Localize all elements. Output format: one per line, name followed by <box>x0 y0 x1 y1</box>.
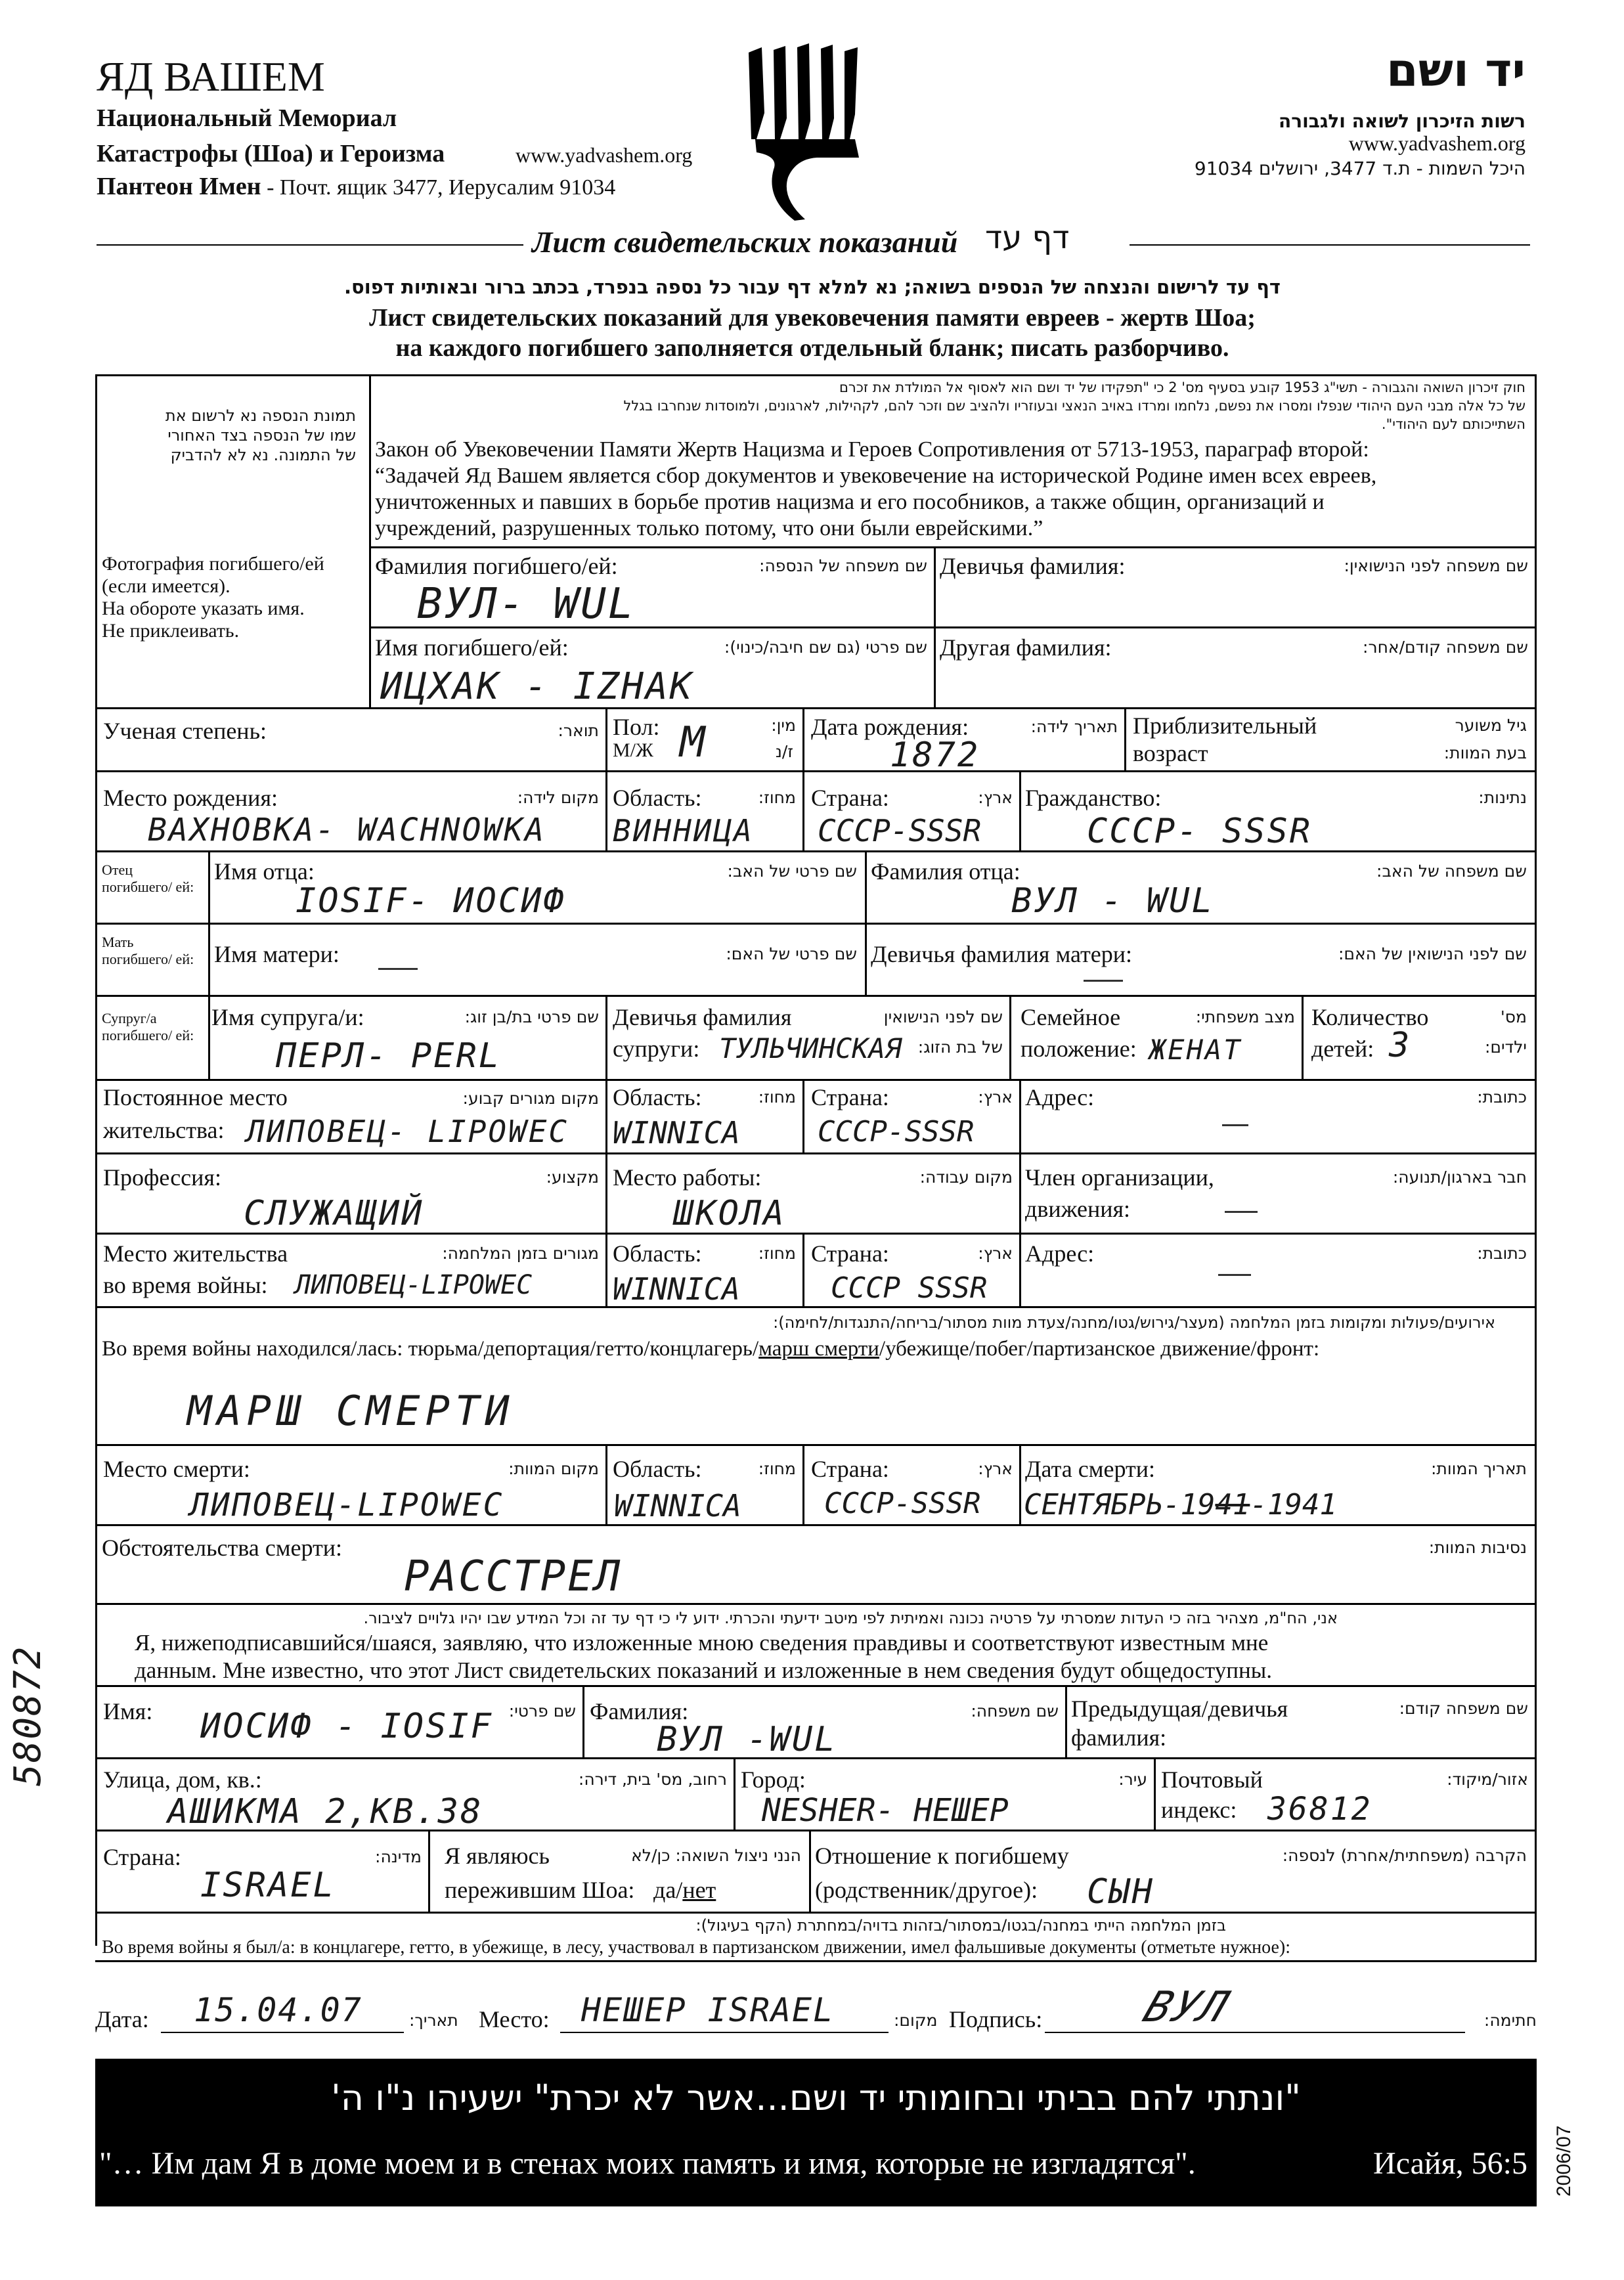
declaration-he: אני, הח"מ, מצהיר בזה כי העדות שמסרתי על פרטיה נכונה ואמיתית לפי מיטב ידיעתי והכרתי. ידוע לי כי דף עד זה וכל המידע שבו יהיו גלויים לציבור. <box>363 1609 1338 1627</box>
sex-value: M <box>680 718 707 767</box>
residence-region-label: Область: <box>613 1084 702 1110</box>
children-label-he-2: ילדים: <box>1484 1038 1527 1057</box>
submitter-prev-name-field[interactable] <box>1067 1687 1537 1759</box>
war-country-label: Страна: <box>811 1240 889 1267</box>
death-country-label-he: ארץ: <box>978 1459 1013 1478</box>
footer-band <box>95 2059 1537 2206</box>
residence-country-label-he: ארץ: <box>978 1087 1013 1107</box>
website-he: www.yadvashem.org <box>1348 131 1525 155</box>
war-region-value: WINNICA <box>613 1271 740 1307</box>
profession-label-he: מקצוע: <box>546 1168 599 1187</box>
war-region-field[interactable] <box>607 1235 804 1308</box>
birth-country-label: Страна: <box>811 785 889 811</box>
signature-line <box>95 1983 1537 2042</box>
mother-side-text: Мать погибшего/ ей: <box>102 934 194 967</box>
spouse-maiden-label-1: Девичья фамилия <box>613 1004 792 1030</box>
zip-value: 36812 <box>1267 1791 1372 1828</box>
residence-label-1: Постоянное место <box>103 1084 288 1110</box>
degree-label-he: תואר: <box>558 721 599 740</box>
spouse-maiden-label-he-2: של בת הזוג: <box>917 1038 1003 1057</box>
death-date-value <box>1024 1488 1337 1522</box>
spouse-maiden-field[interactable] <box>607 997 1011 1081</box>
surname-value: ВУЛ- WUL <box>417 580 636 628</box>
war-residence-field[interactable] <box>95 1235 607 1308</box>
submitter-name-label-he: שם פרטי: <box>508 1701 576 1721</box>
birthplace-label: Место рождения: <box>103 785 278 811</box>
member-org-label-1: Член организации, <box>1025 1164 1214 1191</box>
approx-age-label-2: возраст <box>1133 740 1208 766</box>
degree-label: Ученая степень: <box>103 718 267 744</box>
residence-country-field[interactable] <box>804 1081 1021 1154</box>
spouse-name-value: ПЕРЛ- PERL <box>276 1036 502 1076</box>
street-label-he: רחוב, מס' בית, דירה: <box>578 1770 727 1789</box>
instructions-ru-1: Лист свидетельских показаний для увековечения памяти евреев - жертв Шоа; <box>369 304 1256 332</box>
during-war-box[interactable] <box>95 1914 1537 1962</box>
degree-field[interactable] <box>95 709 607 772</box>
mother-maiden-label: Девичья фамилия матери: <box>871 941 1133 967</box>
member-org-dash <box>1225 1211 1258 1213</box>
spouse-maiden-label-2: супруги: <box>613 1036 700 1062</box>
death-date-c: -1941 <box>1250 1488 1337 1522</box>
first-name-label: Имя погибшего/ей: <box>375 634 569 661</box>
place-value: НЕШЕР ISRAEL <box>581 1991 835 2029</box>
family-status-label-he: מצב משפחתי: <box>1195 1007 1295 1026</box>
residence-region-value: WINNICA <box>613 1115 740 1151</box>
approx-age-field[interactable] <box>1126 709 1537 772</box>
sex-label-he: מין: <box>771 716 796 735</box>
workplace-field[interactable] <box>607 1154 1021 1235</box>
surname-label-he: שם משפחה של הנספה: <box>759 556 927 575</box>
residence-country-label: Страна: <box>811 1084 889 1110</box>
other-name-label: Другая фамилия: <box>940 634 1112 661</box>
father-name-label: Имя отца: <box>214 858 315 885</box>
submitter-surname-label: Фамилия: <box>590 1698 689 1724</box>
first-name-field[interactable] <box>371 628 936 709</box>
relation-value: СЫН <box>1087 1872 1154 1912</box>
spouse-maiden-value: ТУЛЬЧИНСКАЯ <box>719 1032 902 1064</box>
zip-label-he: אזור/מיקוד: <box>1447 1770 1528 1789</box>
war-address-label: Адрес: <box>1025 1240 1095 1267</box>
death-region-label: Область: <box>613 1456 702 1482</box>
family-status-field[interactable] <box>1011 997 1304 1081</box>
org-line1-he: רשות הזיכרון לשואה ולגבורה <box>1279 110 1525 132</box>
death-region-value: WINNICA <box>614 1488 741 1524</box>
instructions-ru-2: на каждого погибшего заполняется отдельный бланк; писать разборчиво. <box>395 334 1229 362</box>
date-underline <box>161 2032 404 2033</box>
org-line1-ru: Национальный Мемориал <box>97 104 397 132</box>
city-field[interactable] <box>735 1759 1156 1831</box>
city-label-he: עיר: <box>1118 1770 1147 1789</box>
residence-address-label: Адрес: <box>1025 1084 1095 1110</box>
maiden-name-label-he: שם משפחה לפני הנישואין: <box>1344 556 1528 575</box>
edition-number: 2006/07 <box>1553 2125 1575 2197</box>
place-label: Место: <box>479 2006 550 2032</box>
zip-label-2: индекс: <box>1161 1797 1237 1823</box>
declaration-ru-1: Я, нижеподписавшийся/шаяся, заявляю, что изложенные мною сведения правдивы и соответствуют известным мне <box>135 1630 1269 1655</box>
city-value: NESHER- НЕШЕР <box>762 1792 1009 1829</box>
street-field[interactable] <box>95 1759 735 1831</box>
spouse-name-label: Имя супруга/и: <box>211 1004 364 1030</box>
death-circumstances-label-he: נסיבות המוות: <box>1428 1538 1527 1557</box>
citizenship-label: Гражданство: <box>1025 785 1162 811</box>
war-region-label-he: מחוז: <box>758 1244 796 1263</box>
form-title-ru: Лист свидетельских показаний <box>532 225 958 259</box>
survivor-option-yes[interactable]: да <box>653 1877 676 1903</box>
side-case-number: 580872 <box>7 1645 49 1786</box>
submitter-surname-value: ВУЛ -WUL <box>657 1720 837 1759</box>
death-date-label-he: תאריך המוות: <box>1430 1459 1527 1478</box>
mother-side-label <box>95 925 210 997</box>
war-events-label-a: Во время войны находился/лась: тюрьма/депортация/гетто/концлагерь/ <box>102 1337 759 1361</box>
during-war-he: בזמן המלחמה הייתי במחנה/בגטו/במסתור/בזהות בדויה/במחתרת (הקף בעיגול): <box>695 1916 1226 1935</box>
war-country-field[interactable] <box>804 1235 1021 1308</box>
birthplace-field[interactable] <box>95 772 607 852</box>
maiden-name-label: Девичья фамилия: <box>940 553 1126 579</box>
residence-value: ЛИПОВЕЦ- LIPOWEC <box>246 1114 569 1149</box>
war-residence-value: ЛИПОВЕЦ-LIPOWEC <box>295 1270 533 1300</box>
approx-age-label-1: Приблизительный <box>1133 712 1317 739</box>
birth-date-label: Дата рождения: <box>811 714 969 740</box>
relation-label-1: Отношение к погибшему <box>815 1843 1069 1869</box>
death-place-value: ЛИПОВЕЦ-LIPOWEC <box>190 1487 504 1524</box>
law-box <box>371 374 1537 548</box>
approx-age-label-he-1: גיל משוער <box>1455 716 1527 735</box>
children-field[interactable] <box>1304 997 1537 1081</box>
approx-age-label-he-2: בעת המוות: <box>1443 743 1527 762</box>
submitter-country-field[interactable] <box>95 1831 430 1914</box>
birth-date-label-he: תאריך לידה: <box>1030 717 1118 736</box>
first-name-label-he: שם פרטי (גם שם חיבה/כינוי): <box>724 638 927 657</box>
war-events-label <box>102 1337 1319 1361</box>
survivor-option-sep: / <box>676 1877 683 1903</box>
org-line2-ru: Катастрофы (Шоа) и Героизма <box>97 140 445 167</box>
submitter-country-value: ISRAEL <box>200 1866 336 1905</box>
photo-label-1: Фотография погибшего/ей <box>102 553 324 575</box>
death-region-field[interactable] <box>607 1446 804 1526</box>
citizenship-label-he: נתינות: <box>1478 788 1527 807</box>
mother-name-dash <box>378 968 418 970</box>
website-ru: www.yadvashem.org <box>516 143 693 167</box>
war-region-label: Область: <box>613 1240 702 1267</box>
family-status-label-2: положение: <box>1020 1036 1137 1062</box>
death-region-label-he: מחוז: <box>758 1459 796 1478</box>
first-name-value: ИЦХАК - IZHAK <box>380 665 694 708</box>
father-surname-label-he: שם משפחה של האב: <box>1376 862 1527 881</box>
mother-maiden-label-he: שם לפני הנישואין של האם: <box>1338 944 1527 963</box>
war-events-label-he: אירועים/פעולות ומקומות בזמן המלחמה (מעצר/גירוש/גטו/מחנה/צעדת מוות מסתור/בריחה/התנגדות/לחימה): <box>773 1313 1495 1332</box>
death-country-value: СССР-SSSR <box>824 1487 981 1520</box>
footer-quote-he: "ונתתי להם בביתי ובחומותי יד ושם...אשר לא יכרת" ישעיהו נ"ו ה' <box>330 2077 1302 2118</box>
maiden-name-field[interactable] <box>936 548 1537 628</box>
sign-underline <box>1045 2032 1465 2033</box>
sex-options-he: ז/נ <box>775 742 793 761</box>
death-circumstances-value: РАССТРЕЛ <box>404 1552 623 1601</box>
submitter-country-label-he: מדינה: <box>375 1847 422 1866</box>
birth-date-field[interactable] <box>804 709 1126 775</box>
spouse-name-field[interactable] <box>210 997 607 1081</box>
yad-vashem-logo <box>742 41 867 225</box>
survivor-label-1: Я являюсь <box>445 1843 550 1869</box>
residence-country-value: СССР-SSSR <box>818 1115 975 1149</box>
photo-label-3: На обороте указать имя. <box>102 598 305 619</box>
submitter-surname-field[interactable] <box>584 1687 1067 1759</box>
photo-box <box>95 374 371 709</box>
workplace-label-he: מקום עבודה: <box>919 1168 1013 1187</box>
citizenship-value: СССР- SSSR <box>1087 812 1313 851</box>
war-events-value: МАРШ СМЕРТИ <box>187 1387 515 1435</box>
member-org-label-he: חבר בארגון/תנועה: <box>1392 1168 1527 1187</box>
spouse-side-text: Супруг/а погибшего/ ей: <box>102 1010 194 1043</box>
war-residence-label-he: מגורים בזמן המלחמה: <box>442 1244 599 1263</box>
residence-field[interactable] <box>95 1081 607 1154</box>
mother-name-label-he: שם פרטי של האם: <box>726 944 857 963</box>
title-rule-left <box>97 244 523 246</box>
place-label-he: מקום: <box>894 2011 938 2030</box>
death-date-struck: 41 <box>1215 1488 1250 1522</box>
relation-label-he: הקרבה (משפחתית/אחרת) לנספה: <box>1282 1846 1527 1865</box>
birth-year-value: 1872 <box>890 735 980 775</box>
law-ru-3: уничтоженных и павших в борьбе против нацизма и его пособников, а также общин, организаций и <box>375 490 1325 514</box>
city-label: Город: <box>741 1766 806 1793</box>
photo-label-2: (если имеется). <box>102 575 230 597</box>
declaration-box <box>95 1605 1537 1687</box>
workplace-value: ШКОЛА <box>673 1194 786 1233</box>
death-circumstances-label: Обстоятельства смерти: <box>102 1535 342 1561</box>
instructions-he: דף עד לרישום והנצחה של הנספים בשואה; נא למלא דף עבור כל נספה בנפרד, בכתב ברור ובאותיות דפוס. <box>344 276 1281 298</box>
death-date-label: Дата смерти: <box>1025 1456 1156 1482</box>
survivor-options <box>653 1876 716 1904</box>
residence-address-label-he: כתובת: <box>1477 1087 1527 1107</box>
birth-region-label-he: מחוז: <box>758 788 796 807</box>
header <box>0 0 1624 368</box>
relation-label-2: (родственник/другое): <box>815 1877 1038 1903</box>
photo-label-4: Не приклеивать. <box>102 620 240 642</box>
survivor-label-he: הנני ניצול השואה: כן/לא <box>631 1846 801 1865</box>
war-country-value: СССР SSSR <box>831 1271 988 1305</box>
survivor-label-2: пережившим Шоа: <box>445 1877 635 1903</box>
org-line3-ru <box>97 172 615 201</box>
spouse-side-label <box>95 997 210 1081</box>
profession-value: СЛУЖАЩИЙ <box>244 1194 424 1233</box>
residence-region-label-he: מחוז: <box>758 1087 796 1107</box>
father-surname-value: ВУЛ - WUL <box>1011 881 1214 921</box>
citizenship-field[interactable] <box>1021 772 1537 852</box>
father-name-field[interactable] <box>210 852 867 925</box>
sign-label-he: חתימה: <box>1483 2011 1537 2030</box>
member-org-field[interactable] <box>1021 1154 1537 1235</box>
war-events-selected: марш смерти <box>758 1337 879 1361</box>
street-value: АШИКМА 2,КВ.38 <box>167 1792 483 1831</box>
birthplace-value: ВАХНОВКА- WACHNOWKA <box>148 812 546 848</box>
date-value: 15.04.07 <box>194 1991 362 2029</box>
place-underline <box>560 2032 889 2033</box>
date-label: Дата: <box>95 2006 149 2032</box>
survivor-option-no-selected[interactable]: нет <box>682 1877 716 1903</box>
org-title-ru: ЯД ВАШЕМ <box>97 53 325 100</box>
birth-country-value: СССР-SSSR <box>818 813 982 848</box>
during-war-ru: Во время войны я был/а: в концлагере, гетто, в убежище, в лесу, участвовал в партизанском движении, имел фальшивые документы (отметьте нужное): <box>102 1937 1291 1958</box>
law-he-2: של כל אלה מבני העם היהודי שנפלו ומסרו את נפשם, נלחמו ומרדו באויב הנאצי ובעוזריו ולהציב שם וזכר להם, לקהילות, לארגונים, ולמוסדות שנחרבו בגלל <box>623 398 1525 414</box>
mother-name-label: Имя матери: <box>214 941 340 967</box>
war-address-field[interactable] <box>1021 1235 1537 1308</box>
photo-instruction-he: תמונת הנספה נא לרשום את שמו של הנספה בצד האחורי של התמונה. נא לא להדביק <box>165 406 356 464</box>
children-label-1: Количество <box>1311 1004 1429 1030</box>
sex-label: Пол: <box>613 714 660 740</box>
date-label-he: תאריך: <box>409 2011 458 2030</box>
declaration-ru-2: данным. Мне известно, что этот Лист свидетельских показаний и изложенные в нем сведения будут общедоступны. <box>135 1657 1272 1683</box>
children-label-he-1: מס' <box>1500 1007 1527 1026</box>
submitter-country-label: Страна: <box>103 1844 181 1870</box>
org-title-he: יד ושם <box>1386 43 1525 97</box>
submitter-surname-label-he: שם משפחה: <box>971 1701 1059 1721</box>
law-ru-2: “Задачей Яд Вашем является сбор документов и увековечение на исторической Родине имен всех евреев, <box>375 464 1377 488</box>
signature-value: ВУЛ <box>1137 1983 1237 2032</box>
death-country-label: Страна: <box>811 1456 889 1482</box>
death-date-a: СЕНТЯБРЬ-19 <box>1024 1488 1216 1522</box>
footer-quote-ru: "… Им дам Я в доме моем и в стенах моих память и имя, которые не изгладятся". <box>99 2146 1196 2181</box>
sign-label: Подпись: <box>949 2006 1043 2032</box>
war-events-field[interactable] <box>95 1308 1537 1446</box>
pobox-ru: - Почт. ящик 3477, Иерусалим 91034 <box>261 175 616 200</box>
other-name-field[interactable] <box>936 628 1537 709</box>
submitter-name-field[interactable] <box>95 1687 584 1759</box>
war-events-label-c: /убежище/побег/партизанское движение/фронт: <box>879 1337 1320 1361</box>
death-date-field[interactable] <box>1021 1446 1537 1526</box>
relation-field[interactable] <box>811 1831 1537 1914</box>
other-name-label-he: שם משפחה קודם/אחר: <box>1363 638 1528 657</box>
spouse-maiden-label-he-1: שם לפני הנישואין <box>883 1007 1003 1026</box>
war-address-label-he: כתובת: <box>1477 1244 1527 1263</box>
father-side-text: Отец погибшего/ ей: <box>102 862 194 895</box>
submitter-prev-name-label-he: שם משפחה קודם: <box>1399 1699 1528 1718</box>
street-label: Улица, дом, кв.: <box>103 1766 262 1793</box>
footer-quote-ref: Исайя, 56:5 <box>1373 2146 1527 2181</box>
sex-field[interactable] <box>607 709 804 772</box>
father-surname-field[interactable] <box>867 852 1537 925</box>
birth-region-value: ВИННИЦА <box>613 813 754 848</box>
sex-options: М/Ж <box>613 739 653 761</box>
birth-region-field[interactable] <box>607 772 804 852</box>
death-place-label-he: מקום המוות: <box>508 1459 599 1478</box>
father-name-label-he: שם פרטי של האב: <box>727 862 857 881</box>
family-status-label-1: Семейное <box>1020 1004 1121 1030</box>
war-address-dash <box>1218 1274 1251 1276</box>
surname-label: Фамилия погибшего/ей: <box>375 553 618 579</box>
spouse-name-label-he: שם פרטי בת/בן זוג: <box>464 1007 599 1026</box>
mother-name-field[interactable] <box>210 925 867 997</box>
survivor-field[interactable] <box>430 1831 811 1914</box>
children-value: 3 <box>1389 1026 1412 1065</box>
law-ru-4: учреждений, разрушенных только потому, что они были еврейскими.” <box>375 516 1043 540</box>
war-country-label-he: ארץ: <box>978 1244 1013 1263</box>
zip-label-1: Почтовый <box>1161 1766 1263 1793</box>
org-line3-he: היכל השמות - ת.ד 3477, ירושלים 91034 <box>1194 158 1525 179</box>
war-residence-label-1: Место жительства <box>103 1240 288 1267</box>
family-status-value: ЖЕНАТ <box>1149 1034 1242 1066</box>
residence-address-field[interactable] <box>1021 1081 1537 1154</box>
father-surname-label: Фамилия отца: <box>871 858 1020 885</box>
birthplace-label-he: מקום לידה: <box>517 788 599 807</box>
submitter-prev-name-label-2: фамилия: <box>1071 1724 1167 1751</box>
residence-label-he: מקום מגורים קבוע: <box>462 1089 599 1108</box>
residence-address-dash <box>1222 1124 1248 1126</box>
birth-region-label: Область: <box>613 785 702 811</box>
residence-label-2: жительства: <box>103 1117 225 1143</box>
member-org-label-2: движения: <box>1025 1196 1131 1222</box>
residence-region-field[interactable] <box>607 1081 804 1154</box>
death-place-label: Место смерти: <box>103 1456 250 1482</box>
father-name-value: IOSIF- ИОСИФ <box>296 881 566 921</box>
law-ru-1: Закон об Увековечении Памяти Жертв Нацизма и Героев Сопротивления от 5713-1953, параграф второй: <box>375 437 1369 462</box>
pantheon-label: Пантеон Имен <box>97 173 261 200</box>
workplace-label: Место работы: <box>613 1164 762 1191</box>
submitter-prev-name-label-1: Предыдущая/девичья <box>1071 1696 1288 1722</box>
father-side-label <box>95 852 210 925</box>
zip-field[interactable] <box>1156 1759 1537 1831</box>
death-place-field[interactable] <box>95 1446 607 1526</box>
death-circumstances-field[interactable] <box>95 1526 1537 1605</box>
profession-field[interactable] <box>95 1154 607 1235</box>
surname-field[interactable] <box>371 548 936 628</box>
law-he-3: השתייכותם לעם היהודי". <box>1381 416 1525 432</box>
birth-country-field[interactable] <box>804 772 1021 852</box>
title-rule-right <box>1130 244 1530 246</box>
law-he-1: חוק זיכרון השואה והגבורה - תשי"ג 1953 קובע בסעיף מס' 2 כי "תפקידו של יד ושם הוא לאסוף אל המולדת את זכרם <box>839 380 1525 395</box>
submitter-name-value: ИОСИФ - IOSIF <box>200 1707 493 1746</box>
children-label-2: детей: <box>1311 1036 1374 1062</box>
birth-country-label-he: ארץ: <box>978 788 1013 807</box>
death-country-field[interactable] <box>804 1446 1021 1526</box>
mother-maiden-dash <box>1084 980 1123 982</box>
submitter-name-label: Имя: <box>103 1698 153 1724</box>
war-residence-label-2: во время войны: <box>103 1272 268 1298</box>
form-title-he: דף עד <box>985 219 1070 256</box>
profession-label: Профессия: <box>103 1164 221 1191</box>
mother-maiden-field[interactable] <box>867 925 1537 997</box>
